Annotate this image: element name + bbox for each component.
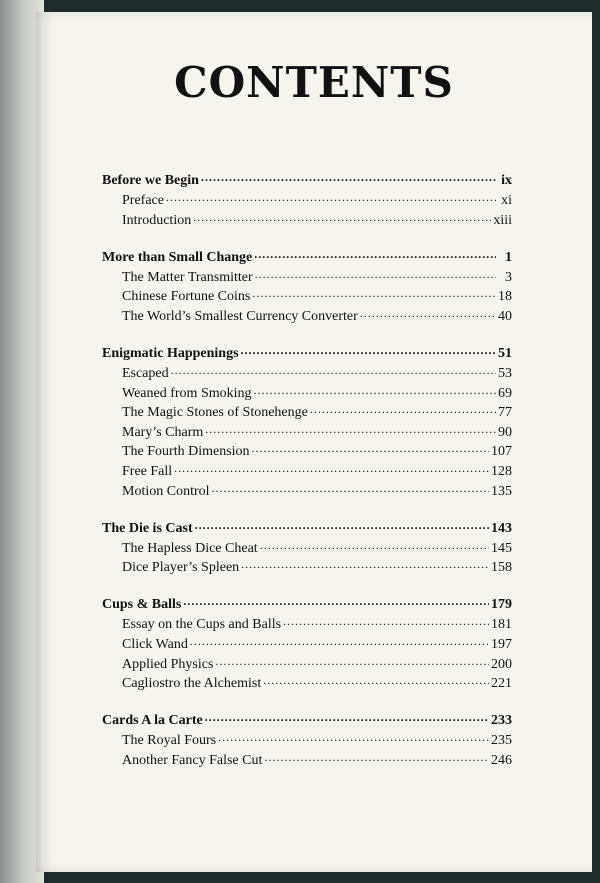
page-title: CONTENTS <box>174 58 454 107</box>
section-heading <box>102 594 512 614</box>
dot-leader <box>218 730 489 744</box>
entry-page-number: 135 <box>491 483 512 499</box>
entry-page-number: 18 <box>498 289 512 305</box>
entry-page-number: 235 <box>491 733 512 749</box>
section-heading <box>102 710 512 730</box>
entry-page-number: 200 <box>491 656 512 672</box>
toc-entry <box>102 363 512 383</box>
toc-section <box>102 518 512 577</box>
section-heading <box>102 518 512 538</box>
entry-title: Chinese Fortune Coins <box>122 289 251 305</box>
toc-entry <box>102 461 512 481</box>
entry-page-number: 77 <box>498 405 512 421</box>
entry-title: The Magic Stones of Stonehenge <box>122 405 308 421</box>
dot-leader <box>174 461 489 475</box>
toc-section <box>102 247 512 326</box>
dot-leader <box>205 422 496 436</box>
dot-leader <box>254 247 496 261</box>
section-title: Cups & Balls <box>102 597 182 613</box>
entry-title: Another Fancy False Cut <box>122 752 263 768</box>
toc-entry <box>102 210 512 230</box>
entry-page-number: 107 <box>491 444 512 460</box>
toc-entry <box>102 730 512 750</box>
toc-entry <box>102 422 512 442</box>
dot-leader <box>190 634 489 648</box>
dot-leader <box>166 190 496 204</box>
dot-leader <box>283 614 489 628</box>
section-page-number: 179 <box>491 597 512 613</box>
section-heading <box>102 170 512 190</box>
toc-entry <box>102 190 512 210</box>
entry-title: The Fourth Dimension <box>122 444 250 460</box>
entry-page-number: 197 <box>491 636 512 652</box>
entry-page-number: xiii <box>493 212 512 228</box>
dot-leader <box>215 654 489 668</box>
dot-leader <box>254 383 496 397</box>
entry-title: Applied Physics <box>122 656 214 672</box>
toc-entry <box>102 557 512 577</box>
dot-leader <box>183 594 489 608</box>
dot-leader <box>201 170 496 184</box>
entry-page-number: 145 <box>491 540 512 556</box>
dot-leader <box>252 441 489 455</box>
toc-entry <box>102 673 512 693</box>
dot-leader <box>252 286 496 300</box>
section-title: More than Small Change <box>102 249 253 265</box>
toc-entry <box>102 306 512 326</box>
entry-page-number: 90 <box>498 424 512 440</box>
dot-leader <box>264 750 489 764</box>
entry-page-number: 128 <box>491 463 512 479</box>
entry-title: The Matter Transmitter <box>122 269 253 285</box>
entry-title: The Hapless Dice Cheat <box>122 540 258 556</box>
toc-entry <box>102 286 512 306</box>
entry-title: The Royal Fours <box>122 733 217 749</box>
entry-page-number: xi <box>501 193 512 208</box>
toc-entry <box>102 654 512 674</box>
toc-entry <box>102 441 512 461</box>
dot-leader <box>193 210 491 224</box>
entry-title: Weaned from Smoking <box>122 385 252 401</box>
section-title: Before we Begin <box>102 173 199 188</box>
entry-title: Free Fall <box>122 463 173 479</box>
entry-title: Introduction <box>122 212 192 228</box>
entry-page-number: 221 <box>491 676 512 692</box>
entry-title: The World’s Smallest Currency Converter <box>122 308 358 324</box>
entry-title: Motion Control <box>122 483 210 499</box>
toc-entry <box>102 481 512 501</box>
dot-leader <box>263 673 489 687</box>
section-title: The Die is Cast <box>102 520 193 536</box>
entry-title: Dice Player’s Spleen <box>122 560 240 576</box>
section-title: Cards A la Carte <box>102 713 203 729</box>
toc-section <box>102 343 512 500</box>
dot-leader <box>171 363 496 377</box>
toc-section <box>102 594 512 692</box>
dot-leader <box>241 343 496 357</box>
entry-page-number: 40 <box>498 308 512 324</box>
section-title: Enigmatic Happenings <box>102 345 239 361</box>
entry-page-number: 246 <box>491 752 512 768</box>
entry-page-number: 69 <box>498 385 512 401</box>
entry-page-number: 3 <box>505 269 512 285</box>
toc-entry <box>102 402 512 422</box>
section-page-number: 143 <box>491 520 512 536</box>
toc-entry <box>102 750 512 770</box>
section-page-number: 233 <box>491 713 512 729</box>
toc-section <box>102 170 512 229</box>
dot-leader <box>195 518 489 532</box>
entry-title: Essay on the Cups and Balls <box>122 617 282 633</box>
entry-page-number: 181 <box>491 617 512 633</box>
section-heading <box>102 343 512 363</box>
section-heading <box>102 247 512 267</box>
dot-leader <box>255 267 496 281</box>
section-page-number: 1 <box>505 249 512 265</box>
section-page-number: 51 <box>498 345 512 361</box>
dot-leader <box>212 481 489 495</box>
entry-title: Preface <box>122 193 164 208</box>
toc-entry <box>102 267 512 287</box>
toc-entry <box>102 383 512 403</box>
dot-leader <box>310 402 496 416</box>
entry-title: Escaped <box>122 365 169 381</box>
entry-title: Click Wand <box>122 636 188 652</box>
toc-entry <box>102 538 512 558</box>
dot-leader <box>205 710 489 724</box>
entry-title: Mary’s Charm <box>122 424 204 440</box>
toc-section <box>102 710 512 769</box>
section-page-number: ix <box>501 173 512 188</box>
entry-title: Cagliostro the Alchemist <box>122 676 262 692</box>
dot-leader <box>260 538 489 552</box>
toc-entry <box>102 614 512 634</box>
dot-leader <box>360 306 496 320</box>
entry-page-number: 53 <box>498 365 512 381</box>
dot-leader <box>241 557 489 571</box>
toc-entry <box>102 634 512 654</box>
entry-page-number: 158 <box>491 560 512 576</box>
table-of-contents <box>102 170 512 787</box>
